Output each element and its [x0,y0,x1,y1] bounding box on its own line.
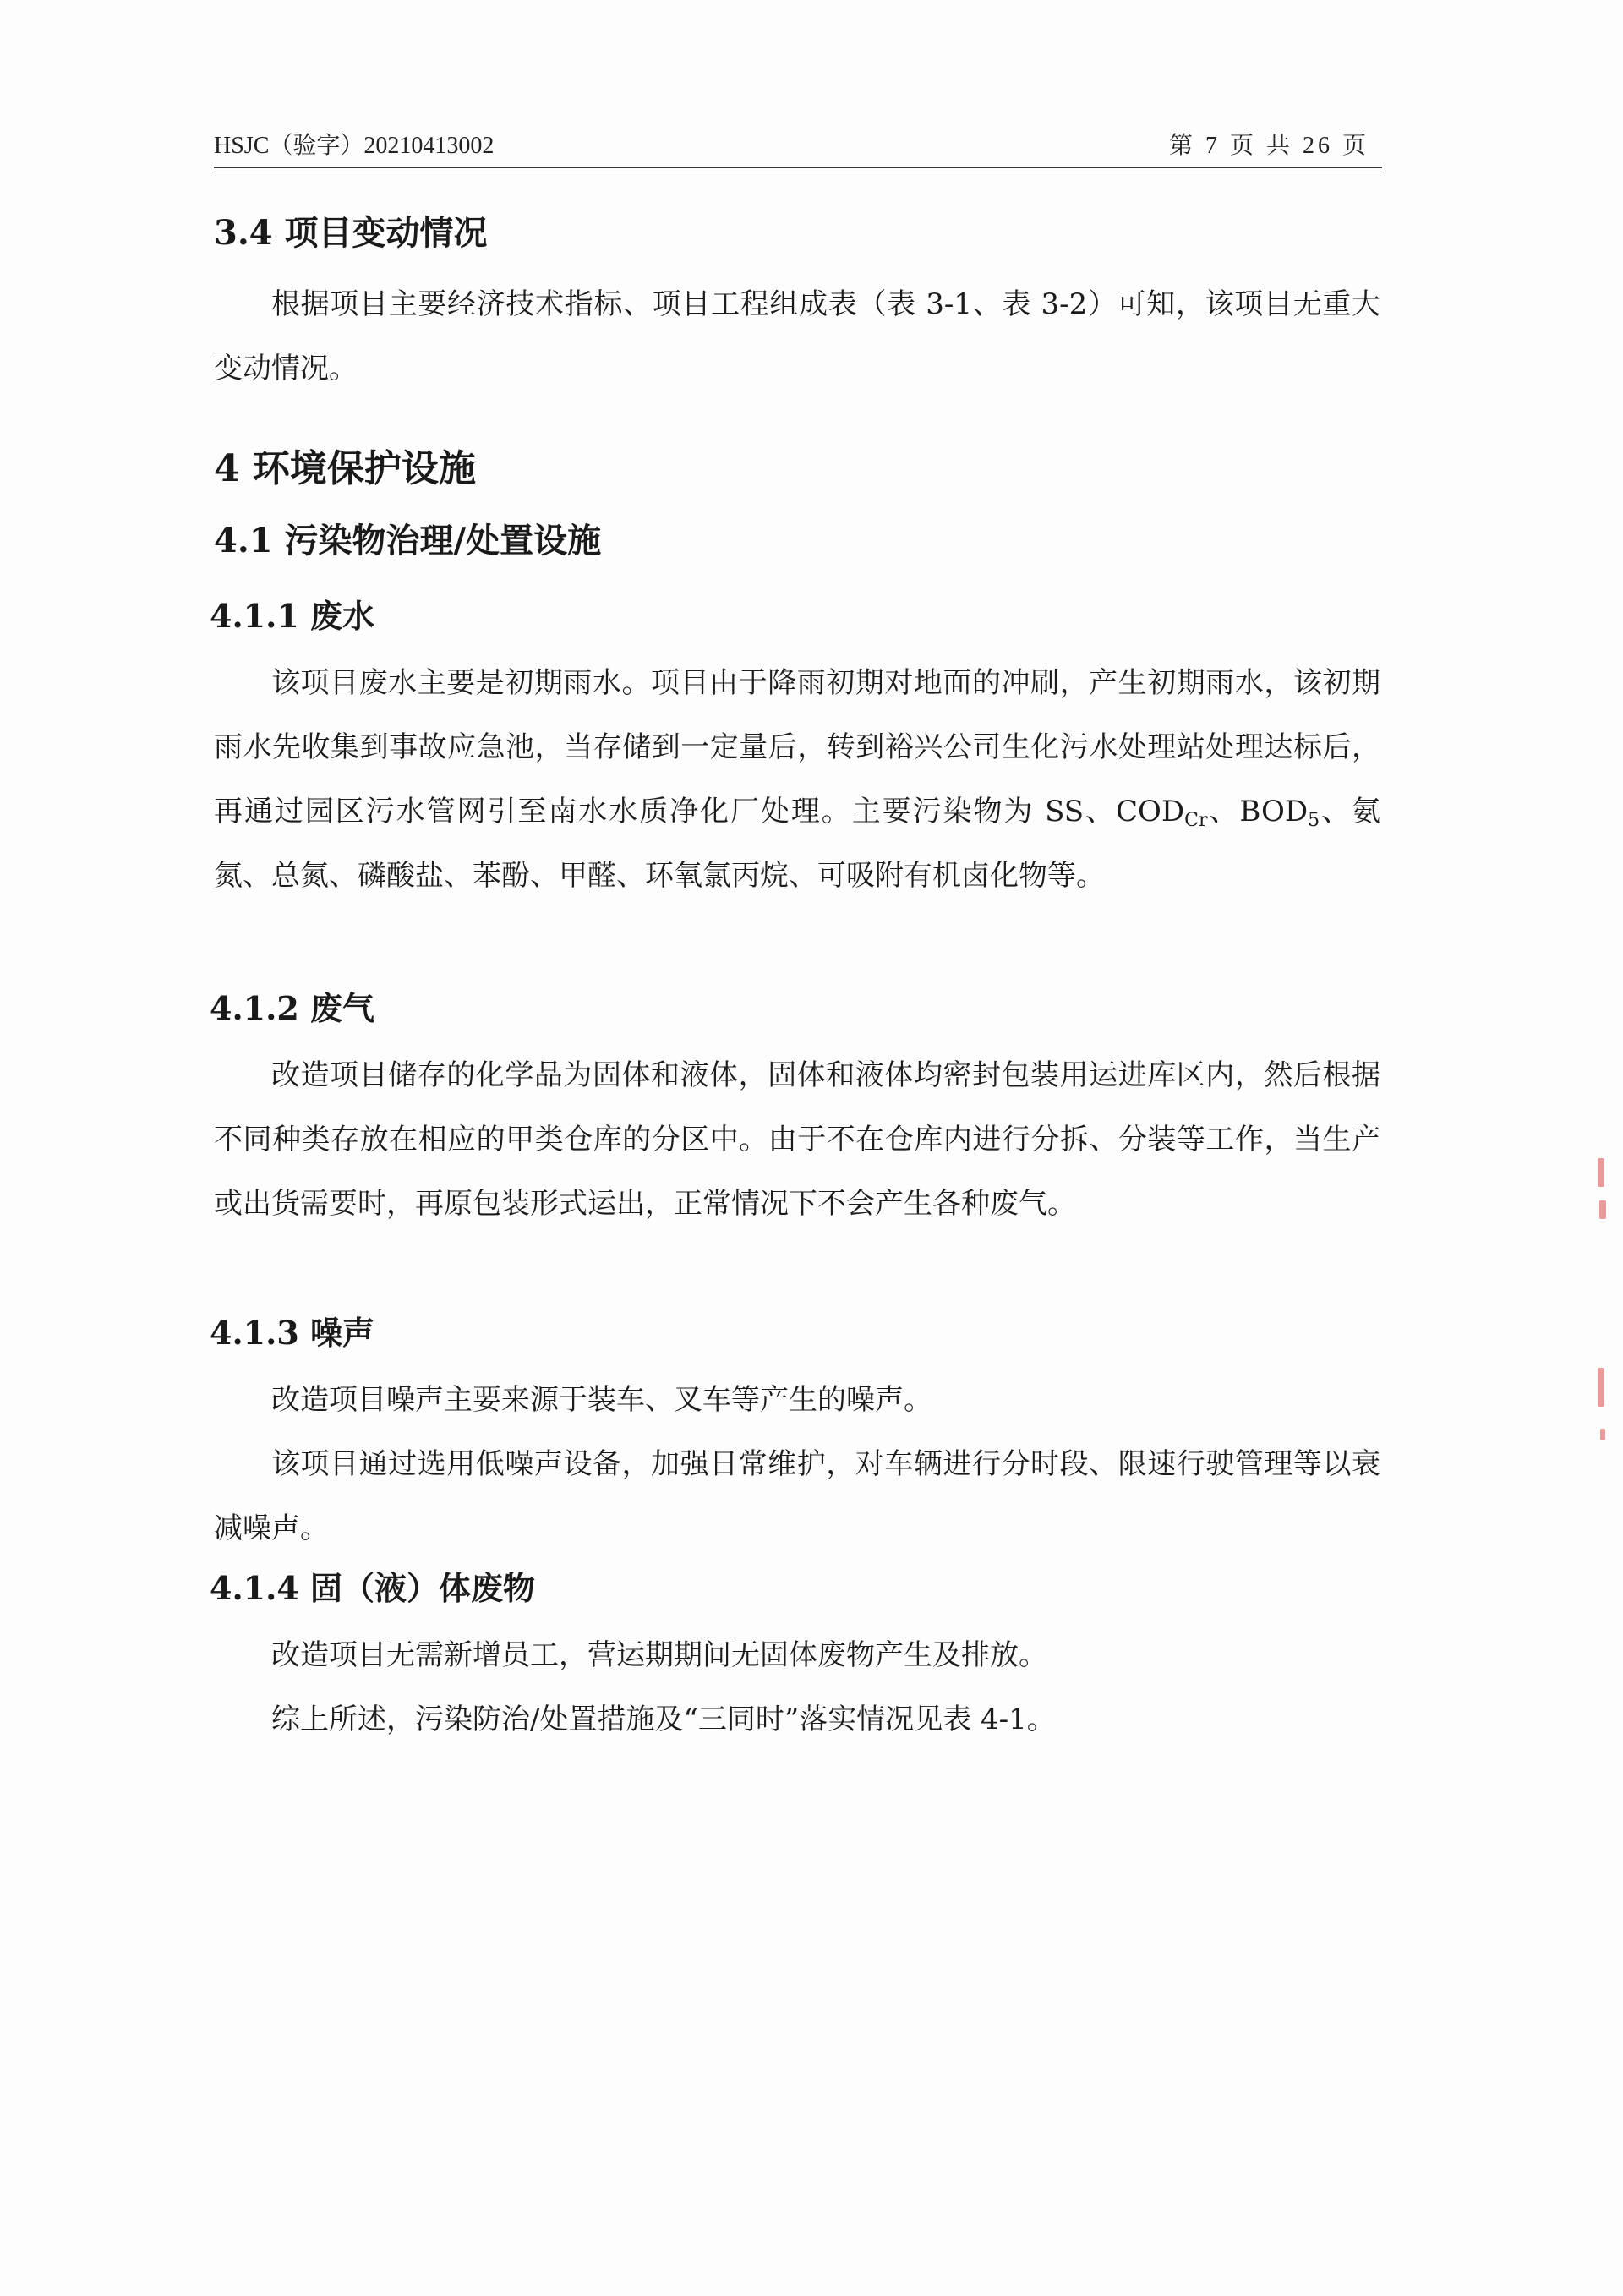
seal-mark [1600,1429,1605,1440]
page-number: 第 7 页 共 26 页 [1168,133,1369,159]
section-4-1-4-paragraph-1: 改造项目无需新增员工，营运期期间无固体废物产生及排放。 [271,1638,1047,1672]
section-4-1-4-paragraph-2: 综上所述，污染防治/处置措施及“三同时”落实情况见表 4-1。 [271,1703,1056,1736]
section-4-1-2-paragraph: 改造项目储存的化学品为固体和液体，固体和液体均密封包装用运进库区内，然后根据不同种类存放在相应的甲类仓库的分区中。由于不在仓库内进行分拆、分装等工作，当生产或出货需要时，再原包装形式运出，正常情况下不会产生各种废气。 [214,1058,1380,1221]
section-4-1-3-heading: 4.1.3 噪声 [210,1314,375,1352]
section-4-1-3-paragraph-1: 改造项目噪声主要来源于装车、叉车等产生的噪声。 [271,1383,932,1417]
wastewater-text-a: 该项目废水主要是初期雨水。项目由于降雨初期对地面的冲刷，产生初期雨水，该初期雨水先收集到事故应急池，当存储到一定量后，转到裕兴公司生化污水处理站处理达标后，再通过园区污水管网引至南水水质净化厂处理。主要污染物为 SS、COD [214,666,1380,828]
subscript-5: 5 [1308,810,1320,831]
section-4-1-1-paragraph [214,651,1380,908]
section-4-1-2-heading: 4.1.2 废气 [210,989,375,1027]
seal-mark [1599,1200,1606,1219]
section-4-1-1-heading: 4.1.1 废水 [210,597,375,635]
section-3-4-paragraph: 根据项目主要经济技术指标、项目工程组成表（表 3-1、表 3-2）可知，该项目无重大变动情况。 [214,287,1380,385]
document-id: HSJC（验字）20210413002 [214,133,495,159]
section-4-heading: 4 环境保护设施 [214,447,476,490]
seal-mark [1598,1158,1604,1187]
section-4-1-4-heading: 4.1.4 固（液）体废物 [210,1569,536,1607]
section-4-1-heading: 4.1 污染物治理/处置设施 [214,521,602,560]
header-rule [214,167,1382,168]
wastewater-text-b: 、BOD [1207,795,1309,828]
subscript-cr: Cr [1184,810,1208,831]
wastewater-text-c: 、氨氮、总氮、磷酸盐、苯酚、甲醛、环氧氯丙烷、可吸附有机卤化物等。 [214,795,1381,893]
seal-mark [1598,1368,1604,1407]
section-3-4-heading: 3.4 项目变动情况 [214,213,488,253]
section-4-1-3-paragraph-2: 该项目通过选用低噪声设备，加强日常维护，对车辆进行分时段、限速行驶管理等以衰减噪声。 [214,1447,1380,1545]
